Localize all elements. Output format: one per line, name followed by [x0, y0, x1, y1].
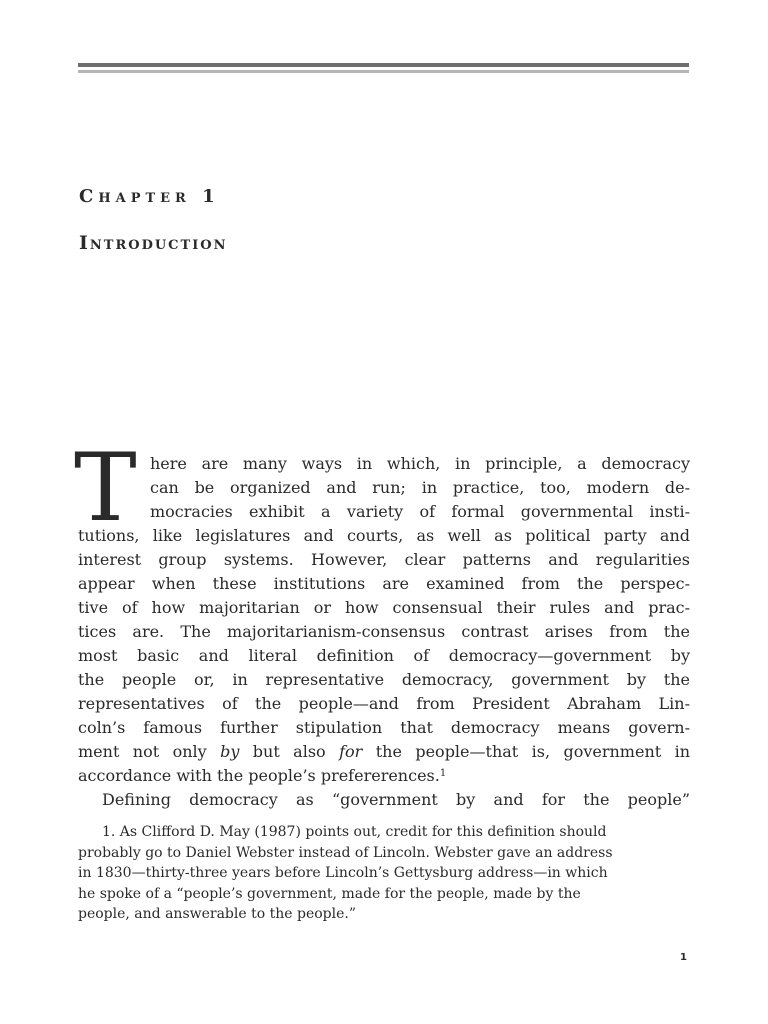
footnote-line: people, and answerable to the people.”: [78, 906, 356, 922]
body-line: can be organized and run; in practice, too, modern de-: [150, 478, 690, 497]
body-line: representatives of the people—and from President Abraham Lin-: [78, 694, 690, 713]
body-line: here are many ways in which, in principle, a democracy: [150, 454, 690, 473]
top-rule-dark: [78, 63, 689, 67]
body-line: the people or, in representative democracy, government by the: [78, 670, 690, 689]
body-line: tutions, like legislatures and courts, as well as political party and: [78, 526, 690, 545]
chapter-label: Chapter 1: [79, 186, 220, 207]
body-line: tices are. The majoritarianism-consensus contrast arises from the: [78, 622, 690, 641]
footnote-line: 1. As Clifford D. May (1987) points out, credit for this definition should: [102, 824, 607, 840]
body-line: [78, 740, 690, 764]
body-line: tive of how majoritarian or how consensual their rules and prac-: [78, 598, 690, 617]
footnote: [78, 822, 690, 925]
top-rule-light: [78, 70, 689, 73]
body-line: Defining democracy as “government by and for the people”: [102, 790, 690, 809]
body-text-fragment: ment not only: [78, 742, 221, 761]
body-line: interest group systems. However, clear patterns and regularities: [78, 550, 690, 569]
body-text-fragment: but also: [239, 742, 340, 761]
footnote-line: he spoke of a “people’s government, made for the people, made by the: [78, 885, 581, 902]
chapter-title: Introduction: [79, 232, 228, 254]
body-text-fragment: accordance with the people’s prefererences.: [78, 766, 440, 785]
body-line: most basic and literal definition of democracy—government by: [78, 646, 690, 665]
footnote-reference[interactable]: 1: [439, 768, 447, 779]
body-line: mocracies exhibit a variety of formal governmental insti-: [150, 502, 690, 521]
footnote-line: in 1830—thirty-three years before Lincoln’s Gettysburg address—in which: [78, 865, 608, 881]
body-text-fragment: the people—that is, government in: [362, 742, 691, 761]
page-number: 1: [680, 952, 687, 963]
body-line: coln’s famous further stipulation that democracy means govern-: [78, 718, 690, 737]
body-line: [78, 764, 690, 788]
emphasis-for: for: [339, 742, 363, 761]
footnote-line: probably go to Daniel Webster instead of Lincoln. Webster gave an address: [78, 844, 613, 861]
drop-cap: T: [74, 434, 137, 543]
body-paragraph: [78, 452, 690, 812]
emphasis-by: by: [220, 742, 240, 761]
body-line: appear when these institutions are examined from the perspec-: [78, 574, 690, 593]
